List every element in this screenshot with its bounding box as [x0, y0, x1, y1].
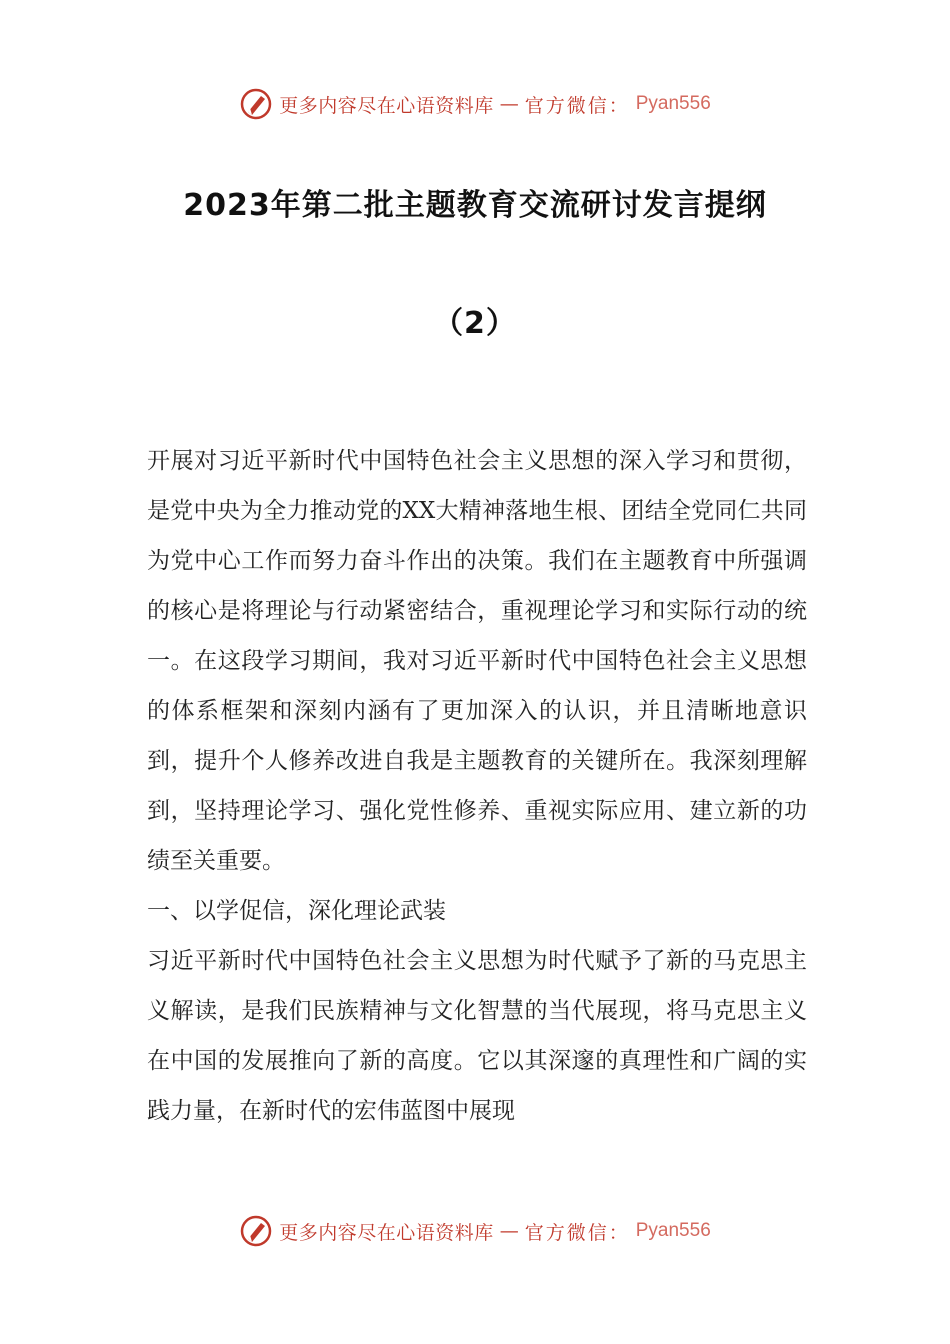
pen-logo-icon — [239, 1214, 273, 1248]
section-1-paragraph: 习近平新时代中国特色社会主义思想为时代赋予了新的马克思主义解读，是我们民族精神与文化智慧的当代展现，将马克思主义在中国的发展推向了新的高度。它以其深邃的真理性和广阔的实践力量，在新时代的宏伟蓝图中展现 — [147, 948, 807, 1124]
document-body — [147, 436, 807, 1136]
header-watermark — [0, 84, 950, 124]
pen-logo-icon — [239, 87, 273, 121]
watermark-text: 更多内容尽在心语资料库 — [279, 1221, 494, 1244]
section-heading-1: 一、以学促信，深化理论武装 — [147, 898, 446, 924]
footer-watermark — [0, 1211, 950, 1251]
watermark-official-label: 官方微信： — [524, 94, 630, 117]
watermark-account: Pyan556 — [635, 93, 711, 114]
watermark-separator: — — [499, 93, 519, 115]
document-title: 2023年第二批主题教育交流研讨发言提纲 — [183, 188, 767, 223]
intro-paragraph: 开展对习近平新时代中国特色社会主义思想的深入学习和贯彻，是党中央为全力推动党的XX大精神落地生根、团结全党同仁共同为党中心工作而努力奋斗作出的决策。我们在主题教育中所强调的核心是将理论与行动紧密结合，重视理论学习和实际行动的统一。在这段学习期间，我对习近平新时代中国特色社会主义思想的体系框架和深刻内涵有了更加深入的认识，并且清晰地意识到，提升个人修养改进自我是主题教育的关键所在。我深刻理解到，坚持理论学习、强化党性修养、重视实际应用、建立新的功绩至关重要。 — [147, 448, 807, 874]
watermark-separator: — — [499, 1220, 519, 1242]
watermark-text: 更多内容尽在心语资料库 — [279, 94, 494, 117]
document-title-number: （2） — [433, 306, 517, 341]
watermark-account: Pyan556 — [635, 1220, 711, 1241]
watermark-official-label: 官方微信： — [524, 1221, 630, 1244]
